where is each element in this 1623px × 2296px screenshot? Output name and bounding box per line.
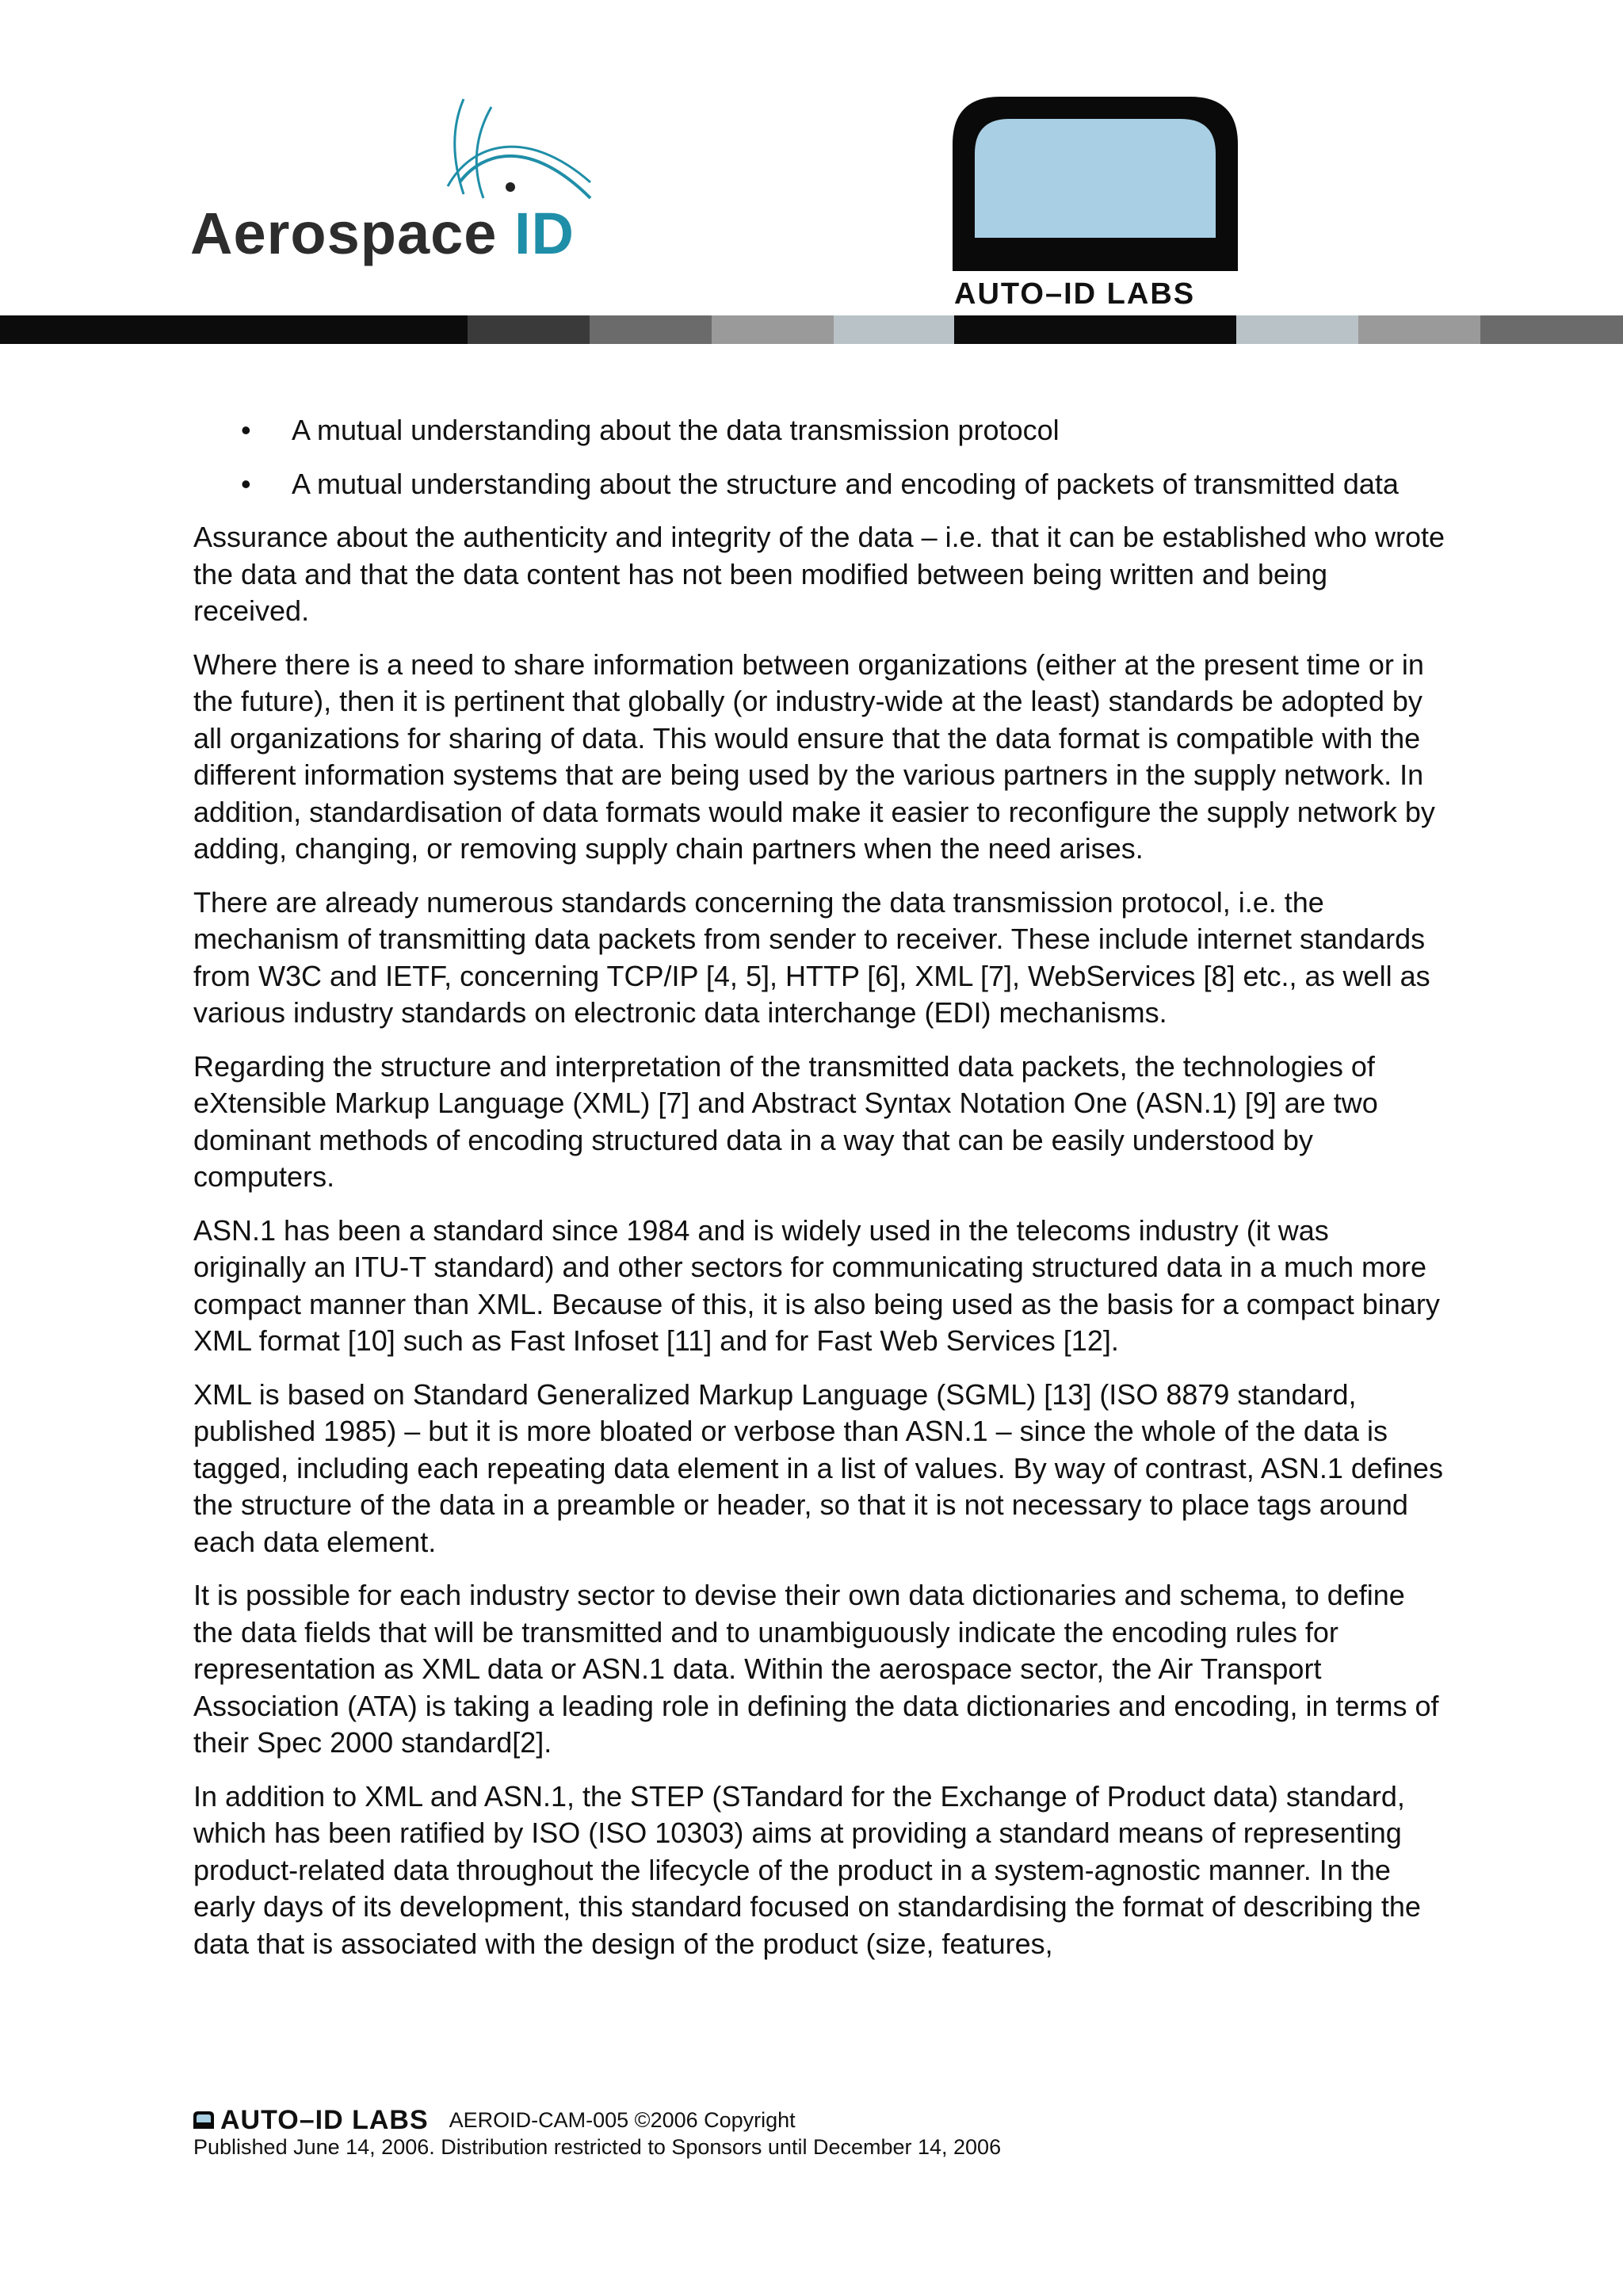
auto-id-window-icon bbox=[953, 97, 1238, 271]
footer-brand: AUTO–ID LABS bbox=[193, 2107, 429, 2134]
paragraph: Where there is a need to share information between organizations (either at the present time or in the future), then it is pertinent that globally (or industry-wide at the least) standards be adopted by all organizations for sharing of data. This would ensure that the data format is compatible with the different information systems that are being used by the various partners in the supply network. In addition, standardisation of data formats would make it easier to reconfigure the supply network by adding, changing, or removing supply chain partners when the need arises. bbox=[193, 648, 1435, 865]
auto-id-labs-logo bbox=[953, 97, 1238, 311]
bullet-glyph: • bbox=[241, 467, 251, 500]
stripe-segment bbox=[834, 315, 954, 344]
auto-id-mini-icon bbox=[193, 2111, 214, 2129]
paragraph: Regarding the structure and interpretation of the transmitted data packets, the technologies of eXtensible Markup Language (XML) [7] and Abstract Syntax Notation One (ASN.1) [9] are two dominant methods of encoding structured data in a way that can be easily understood by computers. bbox=[193, 1049, 1378, 1193]
auto-id-labs-caption: AUTO–ID LABS bbox=[954, 277, 1196, 311]
body-content bbox=[193, 412, 1445, 1979]
list-item: • A mutual understanding about the structure and encoding of packets of transmitted data bbox=[292, 466, 1445, 503]
stripe-segment bbox=[1236, 315, 1358, 344]
paragraph: There are already numerous standards concerning the data transmission protocol, i.e. the mechanism of transmitting data packets from sender to receiver. These include internet standards from W3C and IETF, concerning TCP/IP [4, 5], HTTP [6], XML [7], WebServices [8] etc., as well as various industry standards on electronic data interchange (EDI) mechanisms. bbox=[193, 885, 1430, 1029]
aerospace-id-logo bbox=[190, 95, 602, 269]
footer-line bbox=[193, 2107, 1461, 2134]
bullet-glyph: • bbox=[241, 414, 251, 446]
stripe-segment bbox=[1480, 315, 1623, 344]
stripe-segment bbox=[468, 315, 590, 344]
header-color-stripe bbox=[0, 315, 1623, 344]
paragraph: It is possible for each industry sector to devise their own data dictionaries and schema, to define the data fields that will be transmitted and to unambiguously indicate the encoding rules for representation as XML data or ASN.1 data. Within the aerospace sector, the Air Transport Association (ATA) is taking a leading role in defining the data dictionaries and encoding, in terms of their Spec 2000 standard[2]. bbox=[193, 1579, 1439, 1759]
paragraph: ASN.1 has been a standard since 1984 and is widely used in the telecoms industry (it was originally an ITU-T standard) and other sectors for communicating structured data in a much more compact manner than XML. Because of this, it is also being used as the basis for a compact binary XML format [10] such as Fast Infoset [11] and for Fast Web Services [12]. bbox=[193, 1213, 1440, 1357]
list-item: • A mutual understanding about the data transmission protocol bbox=[292, 412, 1445, 449]
stripe-segment bbox=[1358, 315, 1480, 344]
bullet-list bbox=[193, 412, 1445, 502]
stripe-segment bbox=[712, 315, 834, 344]
doc-id: AEROID-CAM-005 ©2006 Copyright bbox=[449, 2108, 796, 2132]
paragraph: In addition to XML and ASN.1, the STEP (STandard for the Exchange of Product data) standard, which has been ratified by ISO (ISO 10303) aims at providing a standard means of representing product-related data throughout the lifecycle of the product in a system-agnostic manner. In the early days of its development, this standard focused on standardising the format of describing the data that is associated with the design of the product (size, features, bbox=[193, 1779, 1421, 1960]
paragraph: Assurance about the authenticity and integrity of the data – i.e. that it can be established who wrote the data and that the data content has not been modified between being written and being received. bbox=[193, 521, 1445, 627]
paragraph: XML is based on Standard Generalized Markup Language (SGML) [13] (ISO 8879 standard, published 1985) – but it is more bloated or verbose than ASN.1 – since the whole of the data is tagged, including each repeating data element in a list of values. By way of contrast, ASN.1 defines the structure of the data in a preamble or header, so that it is not necessary to place tags around each data element. bbox=[193, 1377, 1443, 1558]
stripe-segment bbox=[0, 315, 468, 344]
page-footer bbox=[193, 2107, 1461, 2160]
page-header bbox=[0, 0, 1623, 349]
aerospace-wordmark: Aerospace ID bbox=[190, 201, 575, 266]
stripe-segment bbox=[954, 315, 1236, 344]
stripe-segment bbox=[590, 315, 712, 344]
publication-note: Published June 14, 2006. Distribution restricted to Sponsors until December 14, 2006 bbox=[193, 2135, 1002, 2159]
